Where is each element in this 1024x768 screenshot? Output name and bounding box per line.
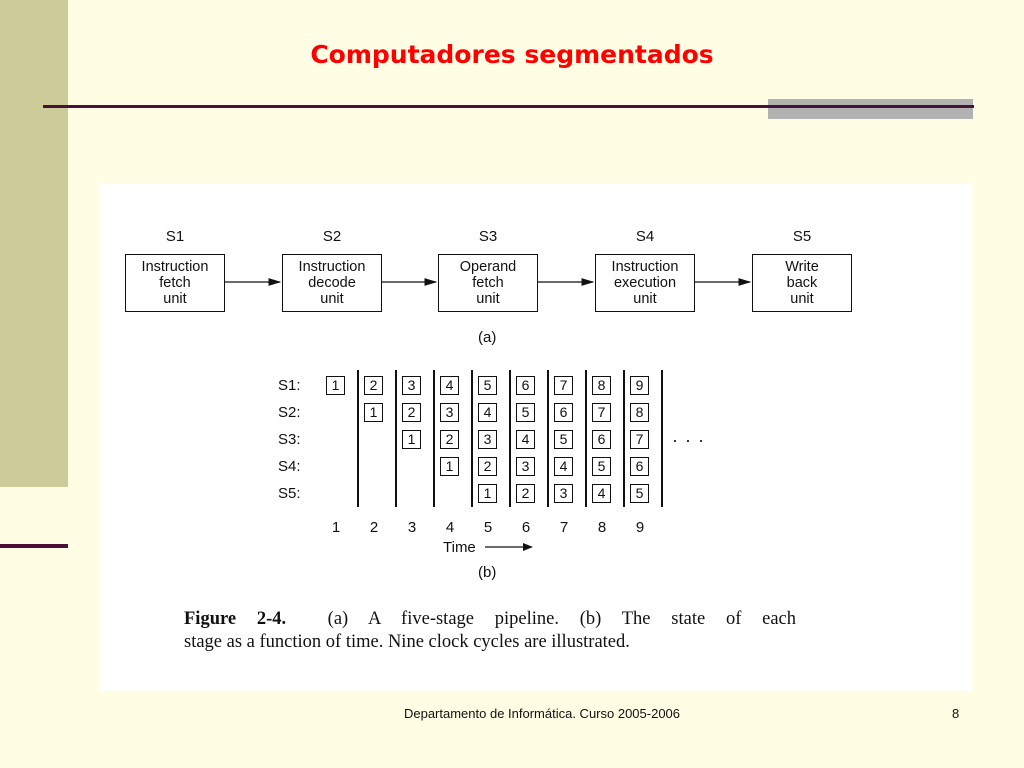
timing-cell: 3 (554, 484, 573, 503)
timing-cell: 3 (440, 403, 459, 422)
timing-cell: 1 (402, 430, 421, 449)
grid-separator (357, 370, 359, 507)
row-label-s2: S2: (278, 404, 301, 421)
timing-cell: 6 (554, 403, 573, 422)
stage-label-s3: S3 (478, 228, 498, 245)
time-tick: 4 (445, 519, 455, 536)
stage-arrows (100, 183, 972, 383)
timing-cell: 2 (478, 457, 497, 476)
time-tick: 9 (635, 519, 645, 536)
timing-cell: 2 (402, 403, 421, 422)
row-label-s4: S4: (278, 458, 301, 475)
timing-cell: 5 (554, 430, 573, 449)
row-label-s5: S5: (278, 485, 301, 502)
timing-cell: 1 (478, 484, 497, 503)
timing-cell: 4 (478, 403, 497, 422)
title-rule (43, 105, 974, 108)
timing-cell: 3 (478, 430, 497, 449)
timing-cell: 3 (402, 376, 421, 395)
stage-label-s2: S2 (322, 228, 342, 245)
left-decor-rule (0, 544, 68, 548)
timing-cell: 8 (630, 403, 649, 422)
stage-box-s4: Instruction execution unit (595, 254, 695, 312)
stage-box-s1: Instruction fetch unit (125, 254, 225, 312)
timing-cell: 7 (554, 376, 573, 395)
timing-cell: 4 (554, 457, 573, 476)
part-a-label: (a) (478, 329, 497, 346)
timing-cell: 7 (592, 403, 611, 422)
stage-label-s5: S5 (792, 228, 812, 245)
timing-cell: 5 (478, 376, 497, 395)
time-tick: 2 (369, 519, 379, 536)
grid-separator (433, 370, 435, 507)
grid-separator (661, 370, 663, 507)
caption-line-1: (a) A five-stage pipeline. (b) The state of each (327, 609, 797, 629)
title-rule-accent (768, 99, 973, 119)
time-tick: 8 (597, 519, 607, 536)
stage-box-s2: Instruction decode unit (282, 254, 382, 312)
figure-panel (100, 183, 972, 691)
time-axis-label: Time (443, 539, 476, 556)
stage-label-s1: S1 (165, 228, 185, 245)
timing-cell: 5 (516, 403, 535, 422)
row-label-s3: S3: (278, 431, 301, 448)
timing-cell: 4 (592, 484, 611, 503)
timing-cell: 4 (516, 430, 535, 449)
stage-label-s4: S4 (635, 228, 655, 245)
caption-figure-number: Figure 2-4. (184, 609, 287, 629)
timing-cell: 1 (326, 376, 345, 395)
timing-cell: 4 (440, 376, 459, 395)
time-tick: 5 (483, 519, 493, 536)
grid-separator (471, 370, 473, 507)
timing-cell: 1 (440, 457, 459, 476)
timing-cell: 9 (630, 376, 649, 395)
timing-cell: 8 (592, 376, 611, 395)
grid-separator (585, 370, 587, 507)
timing-cell: 6 (592, 430, 611, 449)
slide-title: Computadores segmentados (310, 40, 714, 69)
left-decor-bar (0, 0, 68, 487)
timing-cell: 3 (516, 457, 535, 476)
grid-separator (547, 370, 549, 507)
part-b-label: (b) (478, 564, 497, 581)
time-arrow-icon (485, 541, 535, 553)
grid-separator (509, 370, 511, 507)
timing-cell: 2 (516, 484, 535, 503)
row-label-s1: S1: (278, 377, 301, 394)
stage-box-s3: Operand fetch unit (438, 254, 538, 312)
grid-separator (395, 370, 397, 507)
time-tick: 6 (521, 519, 531, 536)
caption-line-2: stage as a function of time. Nine clock cycles are illustrated. (184, 632, 630, 652)
timing-cell: 2 (440, 430, 459, 449)
page-number: 8 (952, 706, 960, 721)
timing-cell: 1 (364, 403, 383, 422)
timing-cell: 6 (516, 376, 535, 395)
time-tick: 1 (331, 519, 341, 536)
timing-cell: 6 (630, 457, 649, 476)
time-tick: 7 (559, 519, 569, 536)
grid-separator (623, 370, 625, 507)
timing-cell: 5 (592, 457, 611, 476)
timing-cell: 7 (630, 430, 649, 449)
time-tick: 3 (407, 519, 417, 536)
timing-cell: 2 (364, 376, 383, 395)
continuation-ellipsis: · · · (672, 430, 705, 450)
figure-caption (184, 608, 796, 654)
slide-footer: Departamento de Informática. Curso 2005-2006 (403, 706, 681, 721)
timing-cell: 5 (630, 484, 649, 503)
stage-box-s5: Write back unit (752, 254, 852, 312)
